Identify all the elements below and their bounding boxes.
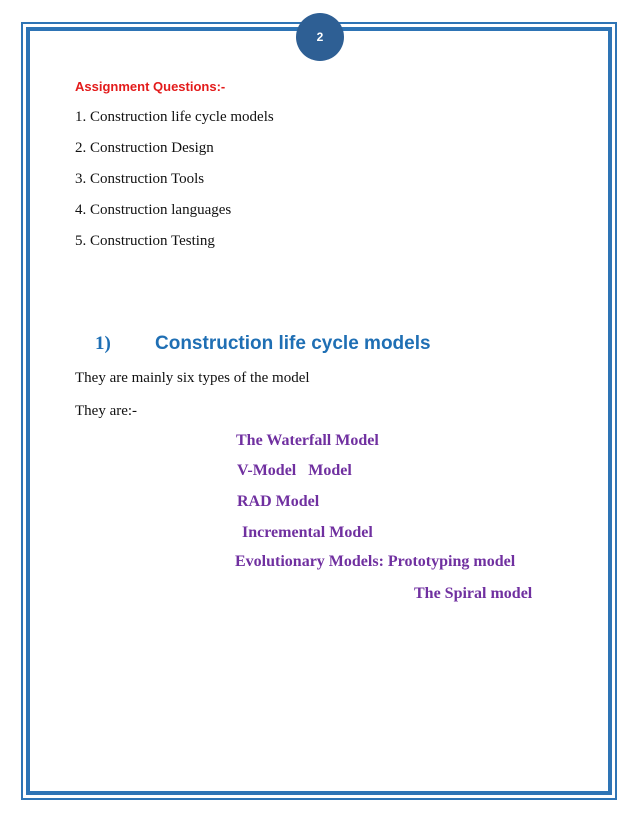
- question-item: 5. Construction Testing: [75, 233, 215, 249]
- model-item: V-Model Model: [237, 462, 352, 479]
- section-title: Construction life cycle models: [155, 333, 431, 354]
- page-number-badge: [296, 13, 344, 61]
- section-number: 1): [95, 333, 111, 354]
- question-list: [75, 108, 274, 263]
- model-item: Incremental Model: [242, 524, 373, 541]
- model-item: The Spiral model: [414, 585, 533, 602]
- model-item: RAD Model: [237, 493, 320, 510]
- question-item: 2. Construction Design: [75, 140, 214, 156]
- question-item: 3. Construction Tools: [75, 171, 205, 187]
- question-item: 4. Construction languages: [75, 202, 232, 218]
- model-item: The Waterfall Model: [236, 432, 379, 449]
- page-number: 2: [316, 30, 324, 44]
- model-item: Evolutionary Models: Prototyping model: [235, 553, 516, 570]
- section-heading: [95, 333, 431, 355]
- question-item: 1. Construction life cycle models: [75, 109, 274, 125]
- intro-paragraph: They are mainly six types of the model: [75, 370, 310, 386]
- assignment-heading: Assignment Questions:-: [75, 79, 226, 94]
- lead-paragraph: They are:-: [75, 403, 138, 419]
